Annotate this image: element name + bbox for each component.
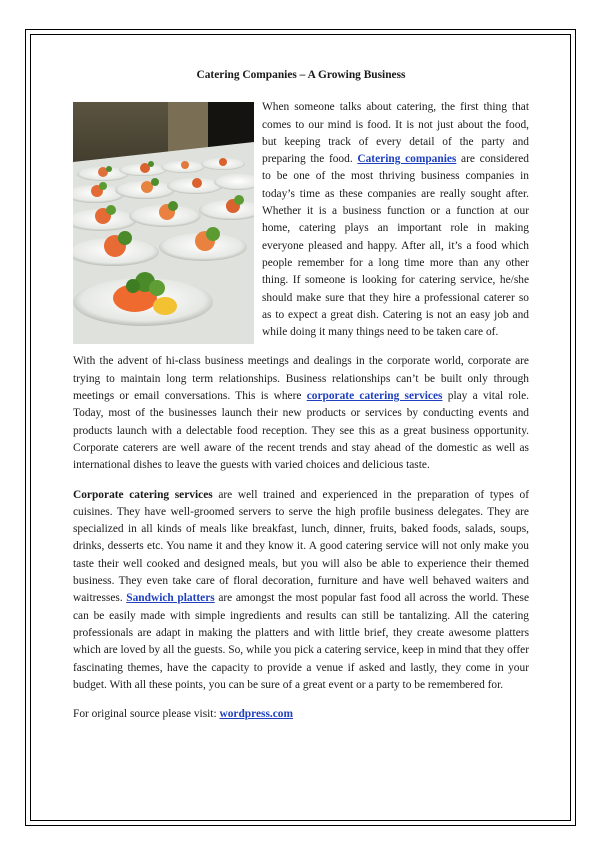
catering-food-photo — [73, 102, 254, 344]
catering-companies-link[interactable]: Catering companies — [357, 153, 457, 166]
intro-text-after: are considered to be one of the most thriving business companies in today’s time as these companies are really sought after. Whether it is a business function or a function at our home, catering plays an important role in making everyone pleased and happy. After all, it’s a food which people remember for a long time more than any other thing. If someone is looking for catering service, he/she should make sure that they hire a professional caterer so as to expect a great dish. Catering is not an easy job and while doing it many things need to be taken care of. — [262, 153, 529, 339]
source-line — [73, 706, 529, 723]
services-text-after: are amongst the most popular fast food all across the world. These can be easily made with simple ingredients and results can still be tantalizing. All the catering professionals are adapt in making the platters and with little brief, they create awesome platters which are loved by all the guests. So, while you pick a catering service, keep in mind that they offer fascinating themes, have the capacity to provide a venue if asked and lastly, they come in your budget. With all these points, you can be sure of a great event or a party to be remembered for. — [73, 592, 530, 691]
document-body — [73, 67, 529, 735]
document-title: Catering Companies – A Growing Business — [196, 69, 406, 81]
services-bold-lead: Corporate catering services — [73, 488, 213, 501]
corporate-text-after: play a vital role. Today, most of the businesses launch their new products or services by conducting events and products launch with a delectable food reception. They see this as a great business opportunity. Corporate caterers are well aware of the recent trends and stay ahead of the domestic as well as international dishes to leave the guests with varied choices and delicious taste. — [73, 390, 530, 472]
corporate-text-before: With the advent of hi-class business meetings and dealings in the corporate world, corporate are trying to maintain long term relationships. Business relationships can’t be built only through meetings or email conversations. This is where — [73, 355, 529, 403]
corporate-paragraph — [73, 353, 529, 474]
services-text-before: are well trained and experienced in the preparation of types of cuisines. They have well-groomed servers to serve the high profile business delegates. They are specialized in all kinds of meals like breakfast, lunch, dinner, fruits, baked foods, salads, soups, drinks, desserts etc. You name it and they know it. A good catering service will not only make you taste their well cooked and designed meals, but you will also be able to experience their themed business. They even take care of floral decoration, furniture and have well behaved waiters and waitresses. — [73, 488, 529, 605]
corporate-catering-services-link[interactable]: corporate catering services — [306, 390, 443, 403]
food-plates-illustration — [73, 102, 254, 344]
sandwich-platters-link[interactable]: Sandwich platters — [126, 592, 215, 605]
wordpress-source-link[interactable]: wordpress.com — [219, 708, 293, 721]
services-paragraph — [73, 487, 529, 695]
intro-text-before: When someone talks about catering, the first thing that comes to our mind is food. It is not just about the food, but keeping track of every detail of the party and preparing the food. — [262, 101, 529, 166]
source-label: For original source please visit: — [73, 708, 220, 721]
